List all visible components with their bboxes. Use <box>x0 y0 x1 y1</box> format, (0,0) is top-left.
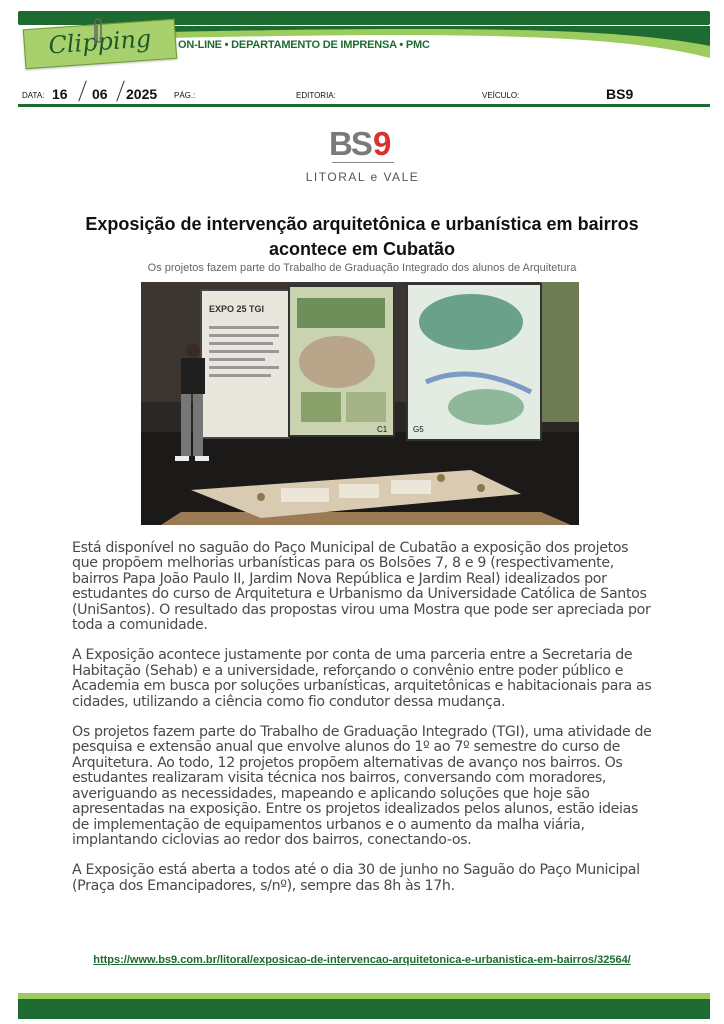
vehicle-label: VEÍCULO: <box>482 91 520 100</box>
footer-band <box>18 999 710 1019</box>
article-paragraph: A Exposição acontece justamente por conta de uma parceria entre a Secretaria de Habitação (Sehab) e a universidade, reforçando o convênio entre poder público e Academia em busca por soluções urbanísticas, arquitetônicas e habitacionais para as cidades, utilizando a ciência como fio condutor dessa mudança. <box>72 647 652 710</box>
logo-divider <box>332 162 394 163</box>
article-paragraph: Os projetos fazem parte do Trabalho de Graduação Integrado (TGI), uma atividade de pesquisa e extensão anual que envolve alunos do 1º ao 7º semestre do curso de Arquitetura. Ao todo, 12 projetos propõem alternativas de avanço nos bairros. Os estudantes realizaram visita técnica nos bairros, conversando com moradores, averiguando as necessidades, mapeando e aplicando soluções que hoje são apresentadas na exposição. Entre os projetos idealizados pelos alunos, estão ideias de implementação de equipamentos urbanos e o aumento da malha viária, implantando ciclovias ao redor dos bairros, conectando-os. <box>72 724 652 848</box>
date-label: DATA: <box>22 91 45 100</box>
source-link[interactable]: https://www.bs9.com.br/litoral/exposicao-de-intervencao-arquitetonica-e-urbanistica-em-bairros/32564/ <box>93 954 631 966</box>
department-line: ON-LINE • DEPARTAMENTO DE IMPRENSA • PMC <box>178 39 430 51</box>
bs9-logo <box>329 126 397 160</box>
date-month: 06 <box>92 86 108 102</box>
article-title: Exposição de intervenção arquitetônica e urbanística em bairros acontece em Cubatão <box>85 214 639 259</box>
info-row <box>18 86 710 104</box>
date-separator <box>116 80 124 101</box>
logo-subtitle: LITORAL e VALE <box>305 170 420 184</box>
panel-code: G5 <box>413 425 424 434</box>
article-body <box>72 541 654 909</box>
article-paragraph: A Exposição está aberta a todos até o dia 30 de junho no Saguão do Paço Municipal (Praça dos Emancipadores, s/nº), sempre das 8h às 17h. <box>72 862 640 894</box>
date-day: 16 <box>52 86 68 102</box>
page-label: PÁG.: <box>174 91 196 100</box>
vehicle-value: BS9 <box>606 86 634 102</box>
date-separator <box>78 80 86 101</box>
svg-text:9: 9 <box>373 126 392 160</box>
paperclip-icon <box>91 16 105 46</box>
clipping-label: Clipping <box>47 24 153 60</box>
panel-code: C1 <box>377 425 388 434</box>
exhibition-photo <box>141 282 579 525</box>
editorial-label: EDITORIA: <box>296 91 336 100</box>
info-divider <box>18 104 710 107</box>
panel-title: EXPO 25 TGI <box>209 304 265 314</box>
svg-text:BS: BS <box>329 126 371 160</box>
article-paragraph: Está disponível no saguão do Paço Municipal de Cubatão a exposição dos projetos que propõem melhorias urbanísticas para os Bolsões 7, 8 e 9 (respectivamente, bairros Papa João Paulo II, Jardim Nova República e Jardim Real) idealizados por estudantes do curso de Arquitetura e Urbanismo da Universidade Católica de Santos (UniSantos). O resultado das propostas virou uma Mostra que pode ser apreciada por toda a comunidade. <box>72 540 651 634</box>
date-year: 2025 <box>126 86 158 102</box>
article-subtitle: Os projetos fazem parte do Trabalho de Graduação Integrado dos alunos de Arquitetura <box>147 262 577 274</box>
